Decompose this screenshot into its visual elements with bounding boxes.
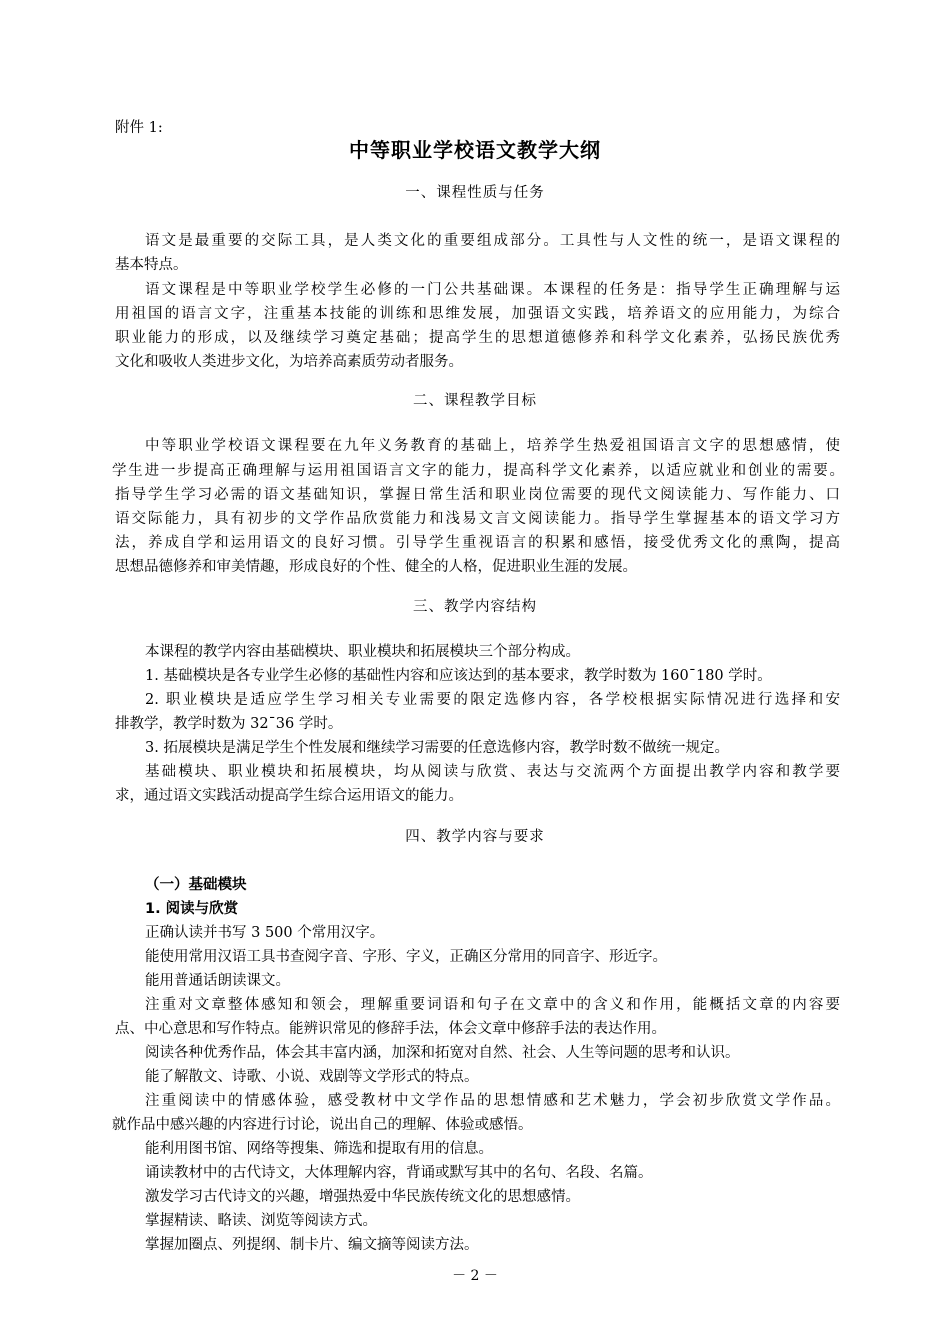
s1-p1-line: 基本特点。: [115, 257, 188, 273]
document-title: 中等职业学校语文教学大纲: [349, 138, 601, 162]
s1-p1-line: 语文是最重要的交际工具，是人类文化的重要组成部分。工具性与人文性的统一，是语文课程的: [145, 233, 840, 249]
s1-p2-line: 用祖国的语言文字，注重基本技能的训练和思维发展，加强语文实践，培养语文的应用能力，为综合: [115, 306, 840, 322]
s4-line: 点、中心意思和写作特点。能辨识常见的修辞手法，体会文章中修辞手法的表达作用。: [115, 1021, 666, 1037]
s3-item-1: 1. 基础模块是各专业学生必修的基础性内容和应该达到的基本要求，教学时数为 160¯180 学时。: [145, 668, 772, 684]
s4-line: 掌握精读、略读、浏览等阅读方式。: [145, 1213, 377, 1229]
s4-line: 能了解散文、诗歌、小说、戏剧等文学形式的特点。: [145, 1069, 479, 1085]
attachment-label: 附件 1:: [115, 120, 163, 136]
s4-line: 注重对文章整体感知和领会，理解重要词语和句子在文章中的含义和作用，能概括文章的内容要: [145, 997, 840, 1013]
subheading-reading: 1. 阅读与欣赏: [145, 901, 239, 917]
s2-p1-line: 思想品德修养和审美情趣，形成良好的个性、健全的人格，促进职业生涯的发展。: [115, 559, 637, 575]
s2-p1-line: 中等职业学校语文课程要在九年义务教育的基础上，培养学生热爱祖国语言文字的思想感情，使: [145, 438, 840, 454]
s4-line: 能使用常用汉语工具书查阅字音、字形、字义，正确区分常用的同音字、形近字。: [145, 949, 667, 965]
section-heading-4: 四、教学内容与要求: [405, 829, 545, 845]
s1-p2-line: 职业能力的形成，以及继续学习奠定基础；提高学生的思想道德修养和科学文化素养，弘扬民族优秀: [115, 330, 840, 346]
subheading-basic-module: （一）基础模块: [145, 877, 247, 893]
s4-line: 诵读教材中的古代诗文，大体理解内容，背诵或默写其中的名句、名段、名篇。: [145, 1165, 653, 1181]
s4-line: 掌握加圈点、列提纲、制卡片、编文摘等阅读方法。: [145, 1237, 479, 1253]
s2-p1-line: 学生进一步提高正确理解与运用祖国语言文字的能力，提高科学文化素养，以适应就业和创业的需要。: [112, 463, 844, 479]
s4-line: 正确认读并书写 3 500 个常用汉字。: [145, 925, 385, 941]
s2-p1-line: 法，养成自学和运用语文的良好习惯。引导学生重视语言的积累和感悟，接受优秀文化的熏陶，提高: [115, 535, 840, 551]
s3-item-2-line: 排教学，教学时数为 32¯36 学时。: [115, 716, 343, 732]
s2-p1-line: 语交际能力，具有初步的文学作品欣赏能力和浅易文言文阅读能力。指导学生掌握基本的语文学习方: [115, 511, 840, 527]
s4-line: 能用普通话朗读课文。: [145, 973, 290, 989]
s3-summary-line: 基础模块、职业模块和拓展模块，均从阅读与欣赏、表达与交流两个方面提出教学内容和教学要: [145, 764, 840, 780]
s1-p2-line: 文化和吸收人类进步文化，为培养高素质劳动者服务。: [115, 354, 463, 370]
s4-line: 注重阅读中的情感体验，感受教材中文学作品的思想情感和艺术魅力，学会初步欣赏文学作品。: [145, 1093, 840, 1109]
s3-item-3: 3. 拓展模块是满足学生个性发展和继续学习需要的任意选修内容，教学时数不做统一规定。: [145, 740, 729, 756]
s4-line: 阅读各种优秀作品，体会其丰富内涵，加深和拓宽对自然、社会、人生等问题的思考和认识。: [145, 1045, 740, 1061]
section-heading-2: 二、课程教学目标: [413, 393, 537, 409]
s4-line: 能利用图书馆、网络等搜集、筛选和提取有用的信息。: [145, 1141, 493, 1157]
s3-summary-line: 求，通过语文实践活动提高学生综合运用语文的能力。: [115, 788, 463, 804]
s3-item-2-line: 2. 职业模块是适应学生学习相关专业需要的限定选修内容，各学校根据实际情况进行选择和安: [145, 692, 840, 708]
s3-intro: 本课程的教学内容由基础模块、职业模块和拓展模块三个部分构成。: [145, 644, 580, 660]
s2-p1-line: 指导学生学习必需的语文基础知识，掌握日常生活和职业岗位需要的现代文阅读能力、写作能力、口: [115, 487, 840, 503]
section-heading-3: 三、教学内容结构: [413, 599, 537, 615]
section-heading-1: 一、课程性质与任务: [405, 185, 545, 201]
s1-p2-line: 语文课程是中等职业学校学生必修的一门公共基础课。本课程的任务是：指导学生正确理解与运: [145, 282, 840, 298]
page-number: － 2 －: [452, 1268, 498, 1284]
s4-line: 就作品中感兴趣的内容进行讨论，说出自己的理解、体验或感悟。: [112, 1117, 533, 1133]
s4-line: 激发学习古代诗文的兴趣，增强热爱中华民族传统文化的思想感情。: [145, 1189, 580, 1205]
